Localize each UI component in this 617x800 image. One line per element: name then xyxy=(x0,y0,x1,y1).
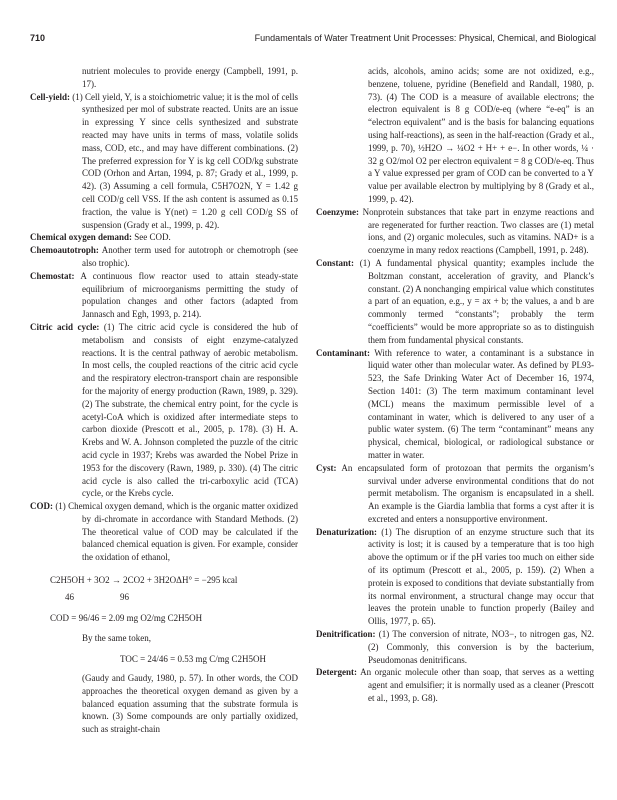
entry-term: COD: xyxy=(30,501,53,512)
entry-term: Chemical oxygen demand: xyxy=(30,232,132,243)
entry-text: An organic molecule other than soap, that serves as a wetting agent and emulsifier; it is normally used as a cleaner (Prescott et al., 1993, p. G8). xyxy=(360,667,594,704)
left-column xyxy=(30,65,298,736)
entry-term: Chemostat: xyxy=(30,270,75,281)
entry-constant xyxy=(316,257,594,347)
entry-term: Constant: xyxy=(316,257,355,268)
entry-contaminant xyxy=(316,347,594,462)
molar-mass-oxygen: 96 xyxy=(120,591,129,602)
entry-term: Denaturization: xyxy=(316,526,377,537)
cod-continued-text: acids, alcohols, amino acids; some are not oxidized, e.g., benzene, toluene, pyridine (Benefield and Randall, 1980, p. 73). (4) The COD is a measure of available electrons; the electron equivalent is 8 g COD/e-eq (where “e-eq” is an “electron equivalent” and is the basis for balancing equations using half-reactions), as seen in the half-reaction (Grady et al., 1999, p. 70), ½H2O → ¼O2 + H+ + e−. In other words, ¼ · 32 g O2/mol O2 per electron equivalent = 8 g COD/e-eq. Thus a Y value expressed per gram of COD can be converted to a Y value per available electron by multiplying by 8 (Grady et al., 1999, p. 42). xyxy=(368,66,594,204)
entry-detergent xyxy=(316,666,594,704)
entry-text: (1) Chemical oxygen demand, which is the organic matter oxidized by di-chromate in accordance with Standard Methods. (2) The theoretical value of COD may be calculated if the balanced chemical equation is given. For example, consider the oxidation of ethanol, xyxy=(55,501,299,563)
by-same-token-text: By the same token, xyxy=(82,633,151,644)
molar-mass-ethanol: 46 xyxy=(65,591,74,602)
entry-chemostat xyxy=(30,270,298,321)
entry-term: Chemoautotroph: xyxy=(30,245,99,256)
entry-text: (1) A fundamental physical quantity; examples include the Boltzman constant, acceleration of gravity, and Planck’s constant. (2) A nonchanging empirical value which constitutes a part of an equation, e.g., y = ax + b; the values, a and b are commonly termed “constants”; probably the term “coefficients” would be more appropriate so as to distinguish them from fundamental physical constants. xyxy=(359,257,595,345)
entry-denitrification xyxy=(316,628,594,666)
entry-text: (1) The conversion of nitrate, NO3−, to nitrogen gas, N2. (2) Commonly, this conversion is by the bacterium, Pseudomonas denitrificans. xyxy=(368,629,594,665)
page-header xyxy=(30,33,596,47)
entry-cod xyxy=(30,500,298,564)
entry-text: A continuous flow reactor used to attain steady-state equilibrium of microorganisms permitting the study of population changes and other factors (adapted from Jannasch and Egh, 1993, p. 214). xyxy=(80,270,298,320)
carryover-text: nutrient molecules to provide energy (Campbell, 1991, p. 17). xyxy=(82,66,298,89)
toc-equation: TOC = 24/46 = 0.53 mg C/mg C2H5OH xyxy=(120,654,266,665)
entry-text: An encapsulated form of protozoan that permits the organism’s survival under adverse environmental conditions that do not permit metabolism. The organism is encapsulated in a shell. An example is the Giardia lamblia that forms a cyst after it is excreted and enters a nonsupportive environment. xyxy=(341,462,594,524)
entry-coenzyme xyxy=(316,206,594,257)
entry-text: Another term used for autotroph or chemotroph (see also trophic). xyxy=(82,245,298,268)
running-title: Fundamentals of Water Treatment Unit Processes: Physical, Chemical, and Biological xyxy=(254,33,596,43)
entry-cyst xyxy=(316,462,594,526)
entry-term: Citric acid cycle: xyxy=(30,321,100,332)
ethanol-oxidation-equation: C2H5OH + 3O2 → 2CO2 + 3H2OΔH° = −295 kcal xyxy=(50,575,238,586)
right-column xyxy=(316,65,594,705)
entry-text: (1) Cell yield, Y, is a stoichiometric value; it is the mol of cells synthesized per mol of substrate reacted. Units are an issue in expressing Y since cells synthesized and substrate reacted may have units in terms of mass, volatile solids mass, COD, etc., and may have different combinations. (2) The preferred expression for Y is kg cell COD/kg substrate COD (Orhon and Artan, 1994, p. 87; Grady et al., 1999, p. 42). (3) Assuming a cell formula, C5H7O2N, Y = 1.42 g cell COD/g cell VSS. If the ash content is assumed as 0.15 fraction, the value is Y(net) = 1.20 g cell COD/g SS of suspension (Grady et al., 1999, p. 42). xyxy=(72,91,299,230)
entry-chemical-oxygen-demand xyxy=(30,231,298,244)
entry-term: Cyst: xyxy=(316,462,337,473)
page-number: 710 xyxy=(30,33,46,43)
entry-denaturization xyxy=(316,526,594,628)
entry-cell-yield xyxy=(30,91,298,232)
entry-text: (1) The disruption of an enzyme structure such that its activity is lost; it is caused by a temperature that is too high above the optimum or if the pH varies too much on either side of its optimum (Prescott et al., 2005, p. 159). (2) When a protein is exposed to conditions that deviate substantially from its normal environment, a structural change may occur that leaves the protein unable to function properly (Bailey and Ollis, 1977, p. 65). xyxy=(368,526,595,627)
entry-term: Coenzyme: xyxy=(316,206,359,217)
entry-text: Nonprotein substances that take part in enzyme reactions and are regenerated for further reaction. Two classes are (1) metal ions, and (2) organic molecules, such as vitamins. NAD+ is a coenzyme in many redox reactions (Campbell, 1991, p. 248). xyxy=(362,206,594,256)
entry-term: Contaminant: xyxy=(316,347,371,358)
entry-text: See COD. xyxy=(134,232,171,243)
entry-citric-acid-cycle xyxy=(30,321,298,500)
entry-term: Cell-yield: xyxy=(30,91,70,102)
entry-text: With reference to water, a contaminant is a substance in liquid water other than molecular water. As defined by PL93-523, the Safe Drinking Water Act of December 16, 1974, Section 1401: (3) The term maximum contaminant level (MCL) means the maximum permissible level of a contaminant in water, which is delivered to any user of a public water system. (6) The term “contaminant” means any physical, chemical, biological, or radiological substance or matter in water. xyxy=(368,347,594,460)
entry-term: Denitrification: xyxy=(316,629,376,640)
cod-after-text: (Gaudy and Gaudy, 1980, p. 57). In other words, the COD approaches the theoretical oxygen demand as given by a balanced equation assuming that the substrate formula is known. (3) Some compounds are only partially oxidized, such as straight-chain xyxy=(82,673,298,735)
equation-molar-masses xyxy=(30,591,298,604)
entry-term: Detergent: xyxy=(316,667,357,678)
entry-chemoautotroph xyxy=(30,244,298,270)
entry-text: (1) The citric acid cycle is considered the hub of metabolism and consists of eight enzyme-catalyzed reactions. It is the central pathway of aerobic metabolism. In most cells, the coupled reactions of the citric acid cycle and the respiratory electron-transport chain are responsible for the majority of energy production (Rawn, 1989, p. 329). (2) The substrate, the chemical entry point, for the cycle is acetyl-CoA which is oxidized after intermediate steps to carbon dioxide (Prescott et al., 2005, p. 178). (3) H. A. Krebs and W. A. Johnson completed the puzzle of the citric acid cycle in 1937; Krebs was awarded the Nobel Prize in 1953 for the discovery (Rawn, 1989, p. 330). (4) The citric acid cycle is also called the tri-carboxylic acid (TCA) cycle, or the Krebs cycle. xyxy=(82,321,299,499)
cod-equation: COD = 96/46 = 2.09 mg O2/mg C2H5OH xyxy=(50,612,203,623)
